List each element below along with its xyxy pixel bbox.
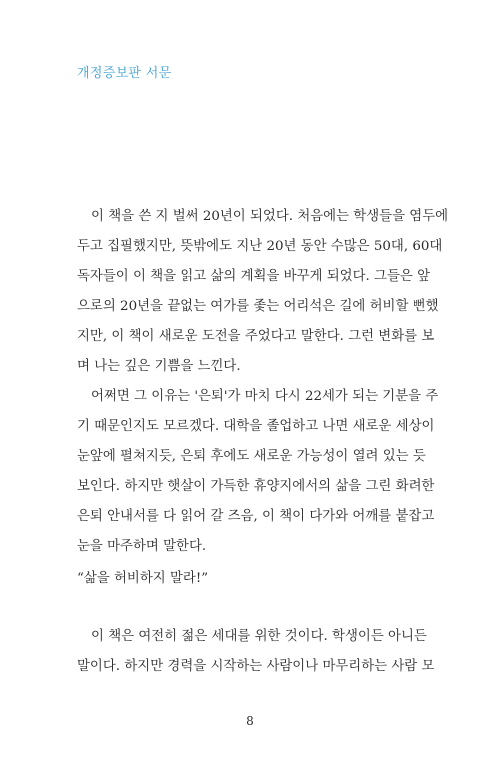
paragraph-line: 보인다. 하지만 햇살이 가득한 휴양지에서의 삶을 그린 화려한 bbox=[77, 479, 435, 494]
quote: “삶을 허비하지 말라!” bbox=[77, 571, 209, 586]
paragraph-line: 눈앞에 펼쳐지듯, 은퇴 후에도 새로운 가능성이 열려 있는 듯 bbox=[77, 449, 426, 464]
paragraph-line: 지만, 이 책이 새로운 도전을 주었다고 말한다. 그런 변화를 보 bbox=[77, 329, 435, 344]
paragraph-line: 기 때문인지도 모르겠다. 대학을 졸업하고 나면 새로운 세상이 bbox=[77, 419, 435, 434]
paragraph-line: 이 책을 쓴 지 벌써 20년이 되었다. 처음에는 학생들을 염두에 bbox=[91, 209, 449, 224]
paragraph-line: 은퇴 안내서를 다 읽어 갈 즈음, 이 책이 다가와 어깨를 붙잡고 bbox=[77, 509, 435, 524]
paragraph-1 bbox=[77, 202, 449, 382]
section-title: 개정증보판 서문 bbox=[77, 66, 172, 81]
paragraph-line: 어쩌면 그 이유는 '은퇴'가 마치 다시 22세가 되는 기분을 주 bbox=[91, 389, 439, 404]
paragraph-line: 이 책은 여전히 젊은 세대를 위한 것이다. 학생이든 아니든 bbox=[91, 629, 427, 644]
paragraph-line: 눈을 마주하며 말한다. bbox=[77, 539, 207, 554]
paragraph-2 bbox=[77, 382, 439, 562]
paragraph-line: 말이다. 하지만 경력을 시작하는 사람이나 마무리하는 사람 모 bbox=[77, 659, 435, 674]
paragraph-3 bbox=[77, 622, 435, 682]
paragraph-line: 으로의 20년을 끝없는 여가를 좇는 어리석은 길에 허비할 뻔했 bbox=[77, 299, 439, 314]
page-number: 8 bbox=[246, 714, 254, 728]
paragraph-line: 며 나는 깊은 기쁨을 느낀다. bbox=[77, 359, 241, 374]
paragraph-line: 독자들이 이 책을 읽고 삶의 계획을 바꾸게 되었다. 그들은 앞 bbox=[77, 269, 431, 284]
paragraph-line: 두고 집필했지만, 뜻밖에도 지난 20년 동안 수많은 50대, 60대 bbox=[77, 239, 443, 254]
